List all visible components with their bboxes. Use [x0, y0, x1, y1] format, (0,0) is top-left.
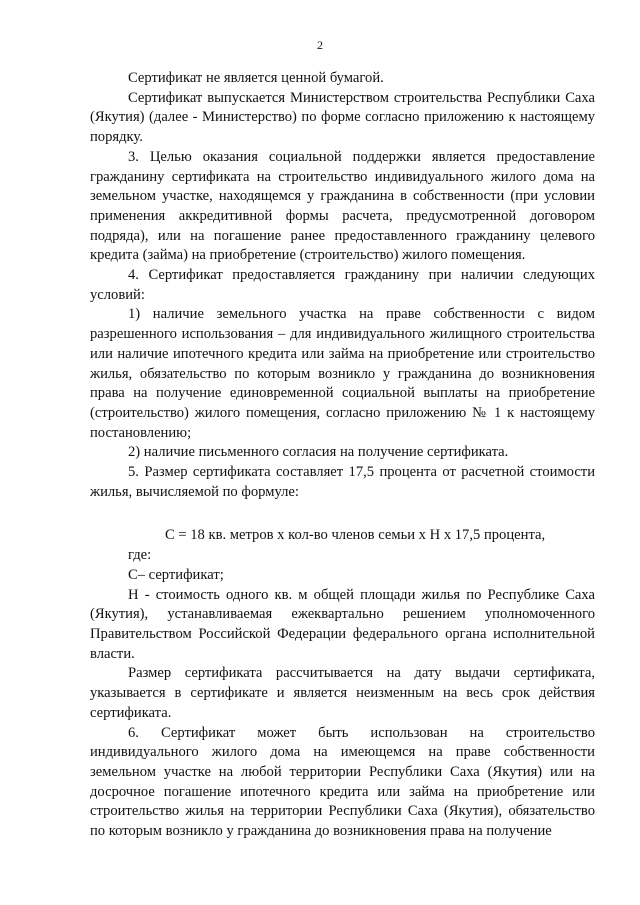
- paragraph-calculation-date: Размер сертификата рассчитывается на дату выдачи сертификата, указывается в сертификате и является неизменным на весь срок действия сертификата.: [90, 665, 595, 721]
- paragraph-5-size: 5. Размер сертификата составляет 17,5 процента от расчетной стоимости жилья, вычисляемой по формуле:: [90, 464, 595, 500]
- paragraph-4-conditions: 4. Сертификат предоставляется гражданину при наличии следующих условий:: [90, 267, 595, 303]
- page-number: 2: [317, 38, 323, 52]
- definition-c: С– сертификат;: [128, 566, 224, 583]
- formula: С = 18 кв. метров х кол-во членов семьи х Н х 17,5 процента,: [165, 527, 546, 544]
- paragraph-not-security: Сертификат не является ценной бумагой.: [128, 70, 384, 86]
- paragraph-3-purpose: 3. Целью оказания социальной поддержки является предоставление гражданину сертификата на строительство индивидуального жилого дома на земельном участке, находящемся у гражданина в собственности (при условии применения аккредитивной формы расчета, предусмотренной договором подряда), или на погашение ранее предоставленного гражданину целевого кредита (займа) на приобретение (строительство) жилого помещения.: [90, 148, 595, 264]
- definition-h: Н - стоимость одного кв. м общей площади жилья по Республике Саха (Якутия), устанавливаемая ежеквартально решением уполномоченного Правительством Российской Федерации федерального органа исполнительной власти.: [90, 586, 595, 662]
- document-body: [90, 69, 595, 842]
- condition-1: 1) наличие земельного участка на праве собственности с видом разрешенного использования – для индивидуального жилищного строительства или наличие ипотечного кредита или займа на приобретение или строительство жилья, обязательство по которым возникло у гражданина до возникновения права на получение единовременной социальной выплаты на приобретение (строительство) жилого помещения, согласно приложению № 1 к настоящему постановлению;: [90, 306, 595, 441]
- paragraph-6-usage: 6. Сертификат может быть использован на строительство индивидуального жилого дома на имеющемся на праве собственности земельном участке на любой территории Республики Саха (Якутия) или на досрочное погашение ипотечного кредита или займа на приобретение или строительство жилья на территории Республики Саха (Якутия), обязательство по которым возникло у гражданина до возникновения права на получение: [90, 724, 595, 840]
- condition-2: 2) наличие письменного согласия на получение сертификата.: [128, 444, 509, 461]
- paragraph-issuer: Сертификат выпускается Министерством строительства Республики Саха (Якутия) (далее - Министерство) по форме согласно приложению к настоящему порядку.: [90, 89, 595, 146]
- where-label: где:: [128, 547, 152, 564]
